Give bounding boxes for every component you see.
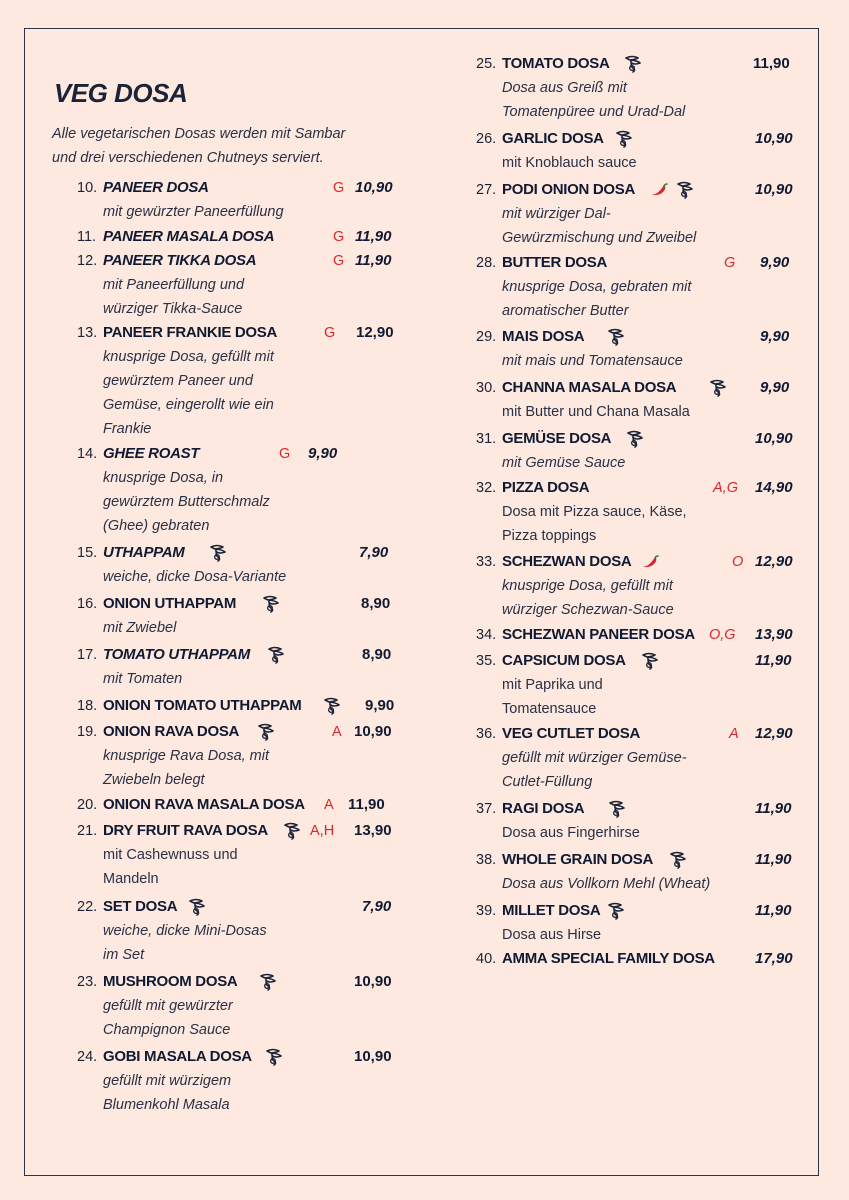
menu-item-row <box>474 127 804 151</box>
item-description: mit gewürzter Paneerfüllung <box>103 204 284 220</box>
item-description: knusprige Dosa, gefüllt mit gewürztem Paneer und Gemüse, eingerollt wie ein Frankie <box>103 349 274 437</box>
item-description: mit Paneerfüllung und würziger Tikka-Sauce <box>103 277 245 317</box>
menu-item <box>474 325 804 373</box>
menu-item <box>52 819 402 891</box>
item-number: 39. <box>476 903 497 919</box>
item-price: 13,90 <box>755 626 793 643</box>
menu-item <box>474 797 804 845</box>
vegan-sprout-icon <box>282 821 302 841</box>
item-name: UTHAPPAM <box>103 544 185 561</box>
item-description: Dosa mit Pizza sauce, Käse, Pizza toppings <box>502 504 687 544</box>
menu-item <box>474 427 804 475</box>
menu-item-row <box>52 541 402 565</box>
menu-item <box>52 225 402 249</box>
menu-item-row <box>474 797 804 821</box>
item-price: 13,90 <box>354 822 392 839</box>
item-description: knusprige Rava Dosa, mit Zwiebeln belegt <box>103 748 270 788</box>
vegan-sprout-icon <box>625 429 645 449</box>
item-description: Dosa aus Hirse <box>502 927 602 943</box>
allergen-codes: A,H <box>310 823 335 839</box>
item-name: SCHEZWAN DOSA <box>502 553 632 570</box>
item-number: 30. <box>476 380 497 396</box>
menu-item-row <box>474 52 804 76</box>
vegan-sprout-icon <box>640 651 660 671</box>
item-price: 10,90 <box>354 1048 392 1065</box>
item-name: SET DOSA <box>103 898 178 915</box>
item-number: 25. <box>476 56 497 72</box>
item-description: mit Butter und Chana Masala <box>502 404 690 420</box>
allergen-codes: O <box>732 554 744 570</box>
item-number: 38. <box>476 852 497 868</box>
item-price: 10,90 <box>355 179 393 196</box>
item-name: AMMA SPECIAL FAMILY DOSA <box>502 950 715 967</box>
menu-item <box>474 947 804 971</box>
item-number: 31. <box>476 431 497 447</box>
item-number: 21. <box>77 823 98 839</box>
item-number: 12. <box>77 253 98 269</box>
item-price: 11,90 <box>355 228 392 245</box>
item-name: RAGI DOSA <box>502 800 585 817</box>
menu-item-row <box>52 442 402 466</box>
item-name: WHOLE GRAIN DOSA <box>502 851 654 868</box>
menu-item-row <box>474 947 804 971</box>
item-description: mit Gemüse Sauce <box>502 455 626 471</box>
vegan-sprout-icon <box>614 129 634 149</box>
item-number: 16. <box>77 596 98 612</box>
item-price: 11,90 <box>348 796 385 813</box>
item-description: knusprige Dosa, in gewürztem Butterschmalz (Ghee) gebraten <box>103 470 270 534</box>
menu-item <box>474 52 804 124</box>
menu-item-row <box>474 623 804 647</box>
item-price: 9,90 <box>760 379 790 396</box>
allergen-codes: G <box>279 446 291 462</box>
vegan-sprout-icon <box>264 1047 284 1067</box>
menu-item-row <box>474 848 804 872</box>
item-name: CHANNA MASALA DOSA <box>502 379 677 396</box>
allergen-codes: A <box>729 726 739 742</box>
item-price: 9,90 <box>760 254 790 271</box>
item-price: 14,90 <box>755 479 793 496</box>
allergen-codes: A <box>324 797 334 813</box>
item-price: 10,90 <box>755 130 793 147</box>
vegan-sprout-icon <box>261 594 281 614</box>
vegan-sprout-icon <box>623 54 643 74</box>
item-number: 19. <box>77 724 98 740</box>
item-number: 11. <box>77 229 97 245</box>
item-price: 9,90 <box>365 697 395 714</box>
item-number: 32. <box>476 480 497 496</box>
menu-item <box>474 376 804 424</box>
vegan-sprout-icon <box>187 897 207 917</box>
vegan-sprout-icon <box>668 850 688 870</box>
item-number: 22. <box>77 899 98 915</box>
menu-item <box>52 643 402 691</box>
menu-item <box>474 899 804 947</box>
vegan-sprout-icon <box>606 327 626 347</box>
item-number: 27. <box>476 182 497 198</box>
section-intro: Alle vegetarischen Dosas werden mit Sambar und drei verschiedenen Chutneys serviert. <box>52 126 346 166</box>
item-description: mit Zwiebel <box>103 620 177 636</box>
menu-item <box>52 176 402 224</box>
item-number: 35. <box>476 653 497 669</box>
menu-item <box>474 127 804 175</box>
allergen-codes: O,G <box>709 627 736 643</box>
item-number: 20. <box>77 797 98 813</box>
menu-item-row <box>474 325 804 349</box>
menu-item <box>52 541 402 589</box>
menu-item <box>52 249 402 321</box>
item-price: 10,90 <box>354 973 392 990</box>
menu-item <box>474 178 804 250</box>
menu-item <box>52 694 402 718</box>
item-description: Dosa aus Fingerhirse <box>502 825 640 841</box>
item-number: 17. <box>77 647 98 663</box>
menu-item-row <box>52 819 402 843</box>
vegan-sprout-icon <box>606 901 626 921</box>
item-name: VEG CUTLET DOSA <box>502 725 641 742</box>
menu-item-row <box>52 592 402 616</box>
menu-item-row <box>474 427 804 451</box>
item-price: 11,90 <box>755 902 792 919</box>
item-price: 11,90 <box>755 652 792 669</box>
menu-item-row <box>474 376 804 400</box>
item-description: gefüllt mit gewürzter Champignon Sauce <box>103 998 233 1038</box>
item-description: gefüllt mit würzigem Blumenkohl Masala <box>103 1073 232 1113</box>
vegan-sprout-icon <box>607 799 627 819</box>
allergen-codes: A,G <box>713 480 738 496</box>
item-price: 11,90 <box>755 851 792 868</box>
item-name: MAIS DOSA <box>502 328 585 345</box>
item-name: TOMATO UTHAPPAM <box>103 646 250 663</box>
menu-item <box>52 442 402 538</box>
item-price: 10,90 <box>755 430 793 447</box>
menu-item-row <box>474 722 804 746</box>
menu-item-row <box>474 476 804 500</box>
item-name: SCHEZWAN PANEER DOSA <box>502 626 695 643</box>
menu-item-row <box>52 694 402 718</box>
menu-item <box>52 895 402 967</box>
chili-pepper-icon <box>650 183 668 197</box>
item-number: 23. <box>77 974 98 990</box>
item-name: ONION UTHAPPAM <box>103 595 237 612</box>
item-number: 24. <box>77 1049 98 1065</box>
item-description: mit mais und Tomatensauce <box>502 353 683 369</box>
vegan-sprout-icon <box>256 722 276 742</box>
item-price: 7,90 <box>362 898 392 915</box>
section-title: VEG DOSA <box>54 78 188 108</box>
menu-item-row <box>474 649 804 673</box>
item-description: knusprige Dosa, gefüllt mit würziger Schezwan-Sauce <box>502 578 674 618</box>
menu-item-row <box>474 550 804 574</box>
item-description: mit Tomaten <box>103 671 183 687</box>
item-price: 10,90 <box>755 181 793 198</box>
item-price: 12,90 <box>755 553 793 570</box>
menu-item <box>52 592 402 640</box>
item-number: 34. <box>476 627 497 643</box>
menu-item <box>52 321 402 441</box>
menu-item-row <box>52 720 402 744</box>
item-number: 10. <box>77 180 98 196</box>
menu-item <box>474 623 804 647</box>
menu-item <box>52 1045 402 1117</box>
allergen-codes: G <box>333 229 345 245</box>
item-description: mit Cashewnuss und Mandeln <box>103 847 238 887</box>
menu-item-row <box>52 176 402 200</box>
menu-item <box>474 722 804 794</box>
item-name: GHEE ROAST <box>103 445 200 462</box>
item-number: 28. <box>476 255 497 271</box>
item-price: 12,90 <box>356 324 394 341</box>
item-number: 40. <box>476 951 497 967</box>
item-name: MILLET DOSA <box>502 902 601 919</box>
item-description: Dosa aus Vollkorn Mehl (Wheat) <box>502 876 711 892</box>
item-number: 33. <box>476 554 497 570</box>
allergen-codes: A <box>332 724 342 740</box>
menu-item-row <box>52 1045 402 1069</box>
vegan-sprout-icon <box>322 696 342 716</box>
item-price: 10,90 <box>354 723 392 740</box>
item-price: 12,90 <box>755 725 793 742</box>
item-name: PANEER MASALA DOSA <box>103 228 275 245</box>
menu-item-row <box>474 899 804 923</box>
item-name: PANEER TIKKA DOSA <box>103 252 257 269</box>
item-price: 11,90 <box>755 800 792 817</box>
vegan-sprout-icon <box>708 378 728 398</box>
item-price: 8,90 <box>362 646 392 663</box>
vegan-sprout-icon <box>258 972 278 992</box>
item-name: GOBI MASALA DOSA <box>103 1048 252 1065</box>
item-name: MUSHROOM DOSA <box>103 973 238 990</box>
item-number: 36. <box>476 726 497 742</box>
item-price: 9,90 <box>760 328 790 345</box>
menu-item <box>52 970 402 1042</box>
item-description: weiche, dicke Dosa-Variante <box>103 569 287 585</box>
item-name: DRY FRUIT RAVA DOSA <box>103 822 268 839</box>
menu-item-row <box>52 793 402 817</box>
item-name: ONION RAVA MASALA DOSA <box>103 796 305 813</box>
menu-item-row <box>52 321 402 345</box>
item-number: 29. <box>476 329 497 345</box>
menu-item-row <box>474 251 804 275</box>
item-description: mit Knoblauch sauce <box>502 155 637 171</box>
item-name: PANEER DOSA <box>103 179 209 196</box>
menu-item-row <box>52 249 402 273</box>
menu-item <box>474 848 804 896</box>
item-price: 17,90 <box>755 950 793 967</box>
item-name: ONION TOMATO UTHAPPAM <box>103 697 302 714</box>
menu-item-row <box>52 225 402 249</box>
menu-item-row <box>474 178 804 202</box>
item-price: 8,90 <box>361 595 391 612</box>
item-number: 18. <box>77 698 98 714</box>
item-price: 11,90 <box>753 55 790 72</box>
vegan-sprout-icon <box>208 543 228 563</box>
item-price: 11,90 <box>355 252 392 269</box>
item-name: BUTTER DOSA <box>502 254 608 271</box>
item-name: TOMATO DOSA <box>502 55 610 72</box>
item-description: knusprige Dosa, gebraten mit aromatischer Butter <box>502 279 692 319</box>
menu-item <box>52 793 402 817</box>
item-name: PODI ONION DOSA <box>502 181 636 198</box>
item-description: mit würziger Dal- Gewürzmischung und Zweibel <box>502 206 697 246</box>
vegan-sprout-icon <box>266 645 286 665</box>
allergen-codes: G <box>333 180 345 196</box>
menu-item <box>52 720 402 792</box>
menu-item <box>474 251 804 323</box>
item-description: Dosa aus Greiß mit Tomatenpüree und Urad-Dal <box>502 80 686 120</box>
item-name: PANEER FRANKIE DOSA <box>103 324 278 341</box>
chili-pepper-icon <box>641 555 659 569</box>
menu-item-row <box>52 970 402 994</box>
menu-item <box>474 649 804 721</box>
item-number: 13. <box>77 325 98 341</box>
item-number: 15. <box>77 545 98 561</box>
vegan-sprout-icon <box>675 180 695 200</box>
menu-item-row <box>52 895 402 919</box>
menu-item <box>474 476 804 548</box>
item-price: 9,90 <box>308 445 338 462</box>
item-name: GEMÜSE DOSA <box>502 430 612 447</box>
item-name: GARLIC DOSA <box>502 130 604 147</box>
allergen-codes: G <box>324 325 336 341</box>
item-description: gefüllt mit würziger Gemüse- Cutlet-Füllung <box>502 750 687 790</box>
item-name: PIZZA DOSA <box>502 479 590 496</box>
item-number: 37. <box>476 801 497 817</box>
item-number: 14. <box>77 446 98 462</box>
item-price: 7,90 <box>359 544 389 561</box>
item-name: CAPSICUM DOSA <box>502 652 626 669</box>
allergen-codes: G <box>333 253 345 269</box>
menu-item-row <box>52 643 402 667</box>
item-description: mit Paprika und Tomatensauce <box>502 677 603 717</box>
menu-item <box>474 550 804 622</box>
item-number: 26. <box>476 131 497 147</box>
item-name: ONION RAVA DOSA <box>103 723 240 740</box>
allergen-codes: G <box>724 255 736 271</box>
item-description: weiche, dicke Mini-Dosas im Set <box>103 923 267 963</box>
